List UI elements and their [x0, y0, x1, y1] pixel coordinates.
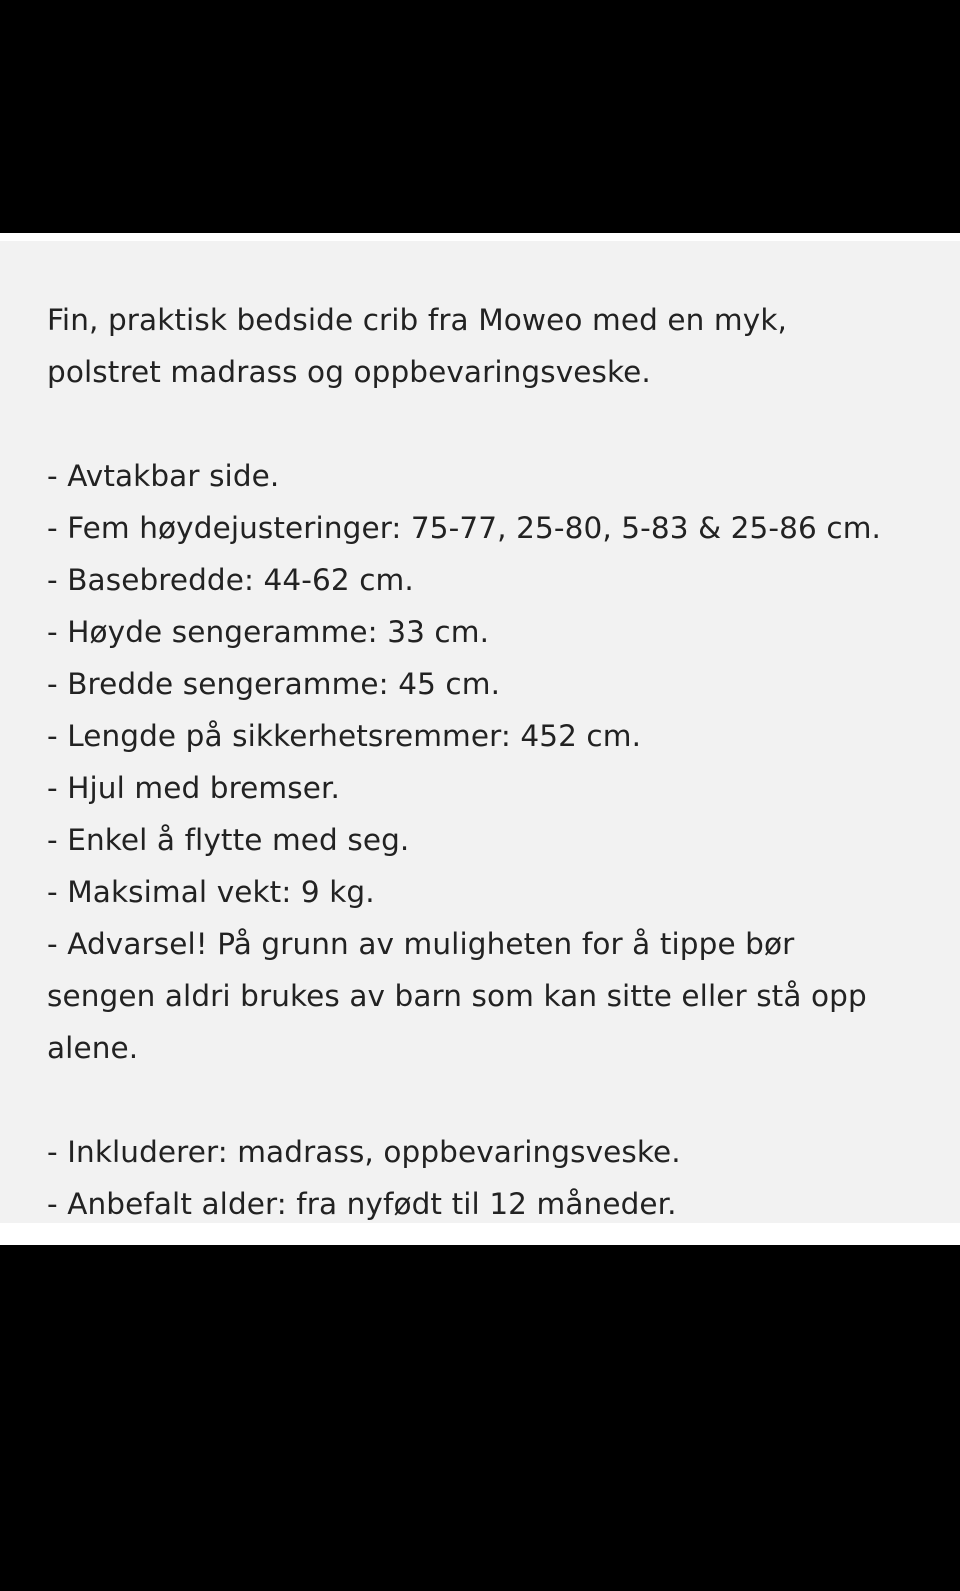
product-description-text — [47, 294, 937, 1230]
feature-item: - Bredde sengeramme: 45 cm. — [47, 667, 501, 701]
bottom-black-bar — [0, 1245, 960, 1591]
feature-item: - Fem høydejusteringer: 75-77, 25-80, 5-83 & 25-86 cm. — [47, 511, 882, 545]
warning-line: sengen aldri brukes av barn som kan sitte eller stå opp — [47, 979, 867, 1013]
top-divider — [0, 233, 960, 241]
paragraph-gap — [47, 1074, 937, 1126]
warning-line: alene. — [47, 1031, 139, 1065]
recommended-age-item: - Anbefalt alder: fra nyfødt til 12 måneder. — [47, 1187, 677, 1221]
feature-item: - Enkel å flytte med seg. — [47, 823, 410, 857]
intro-line: polstret madrass og oppbevaringsveske. — [47, 355, 651, 389]
feature-item: - Hjul med bremser. — [47, 771, 340, 805]
feature-item: - Basebredde: 44-62 cm. — [47, 563, 414, 597]
feature-item: - Avtakbar side. — [47, 459, 280, 493]
top-black-bar — [0, 0, 960, 233]
warning-line: - Advarsel! På grunn av muligheten for å tippe bør — [47, 927, 795, 961]
includes-item: - Inkluderer: madrass, oppbevaringsveske. — [47, 1135, 681, 1169]
feature-item: - Lengde på sikkerhetsremmer: 452 cm. — [47, 719, 642, 753]
intro-line: Fin, praktisk bedside crib fra Moweo med en myk, — [47, 303, 787, 337]
feature-item: - Maksimal vekt: 9 kg. — [47, 875, 375, 909]
paragraph-gap — [47, 398, 937, 450]
feature-item: - Høyde sengeramme: 33 cm. — [47, 615, 490, 649]
bottom-divider — [0, 1223, 960, 1245]
product-description-card — [0, 241, 960, 1223]
